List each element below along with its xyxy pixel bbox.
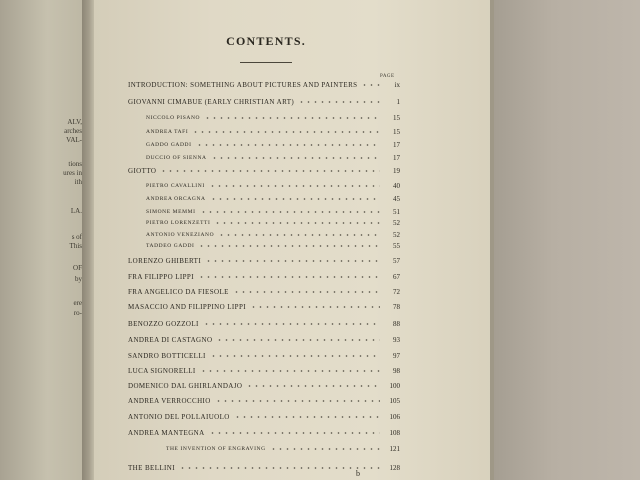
toc-entry-page: 55 bbox=[393, 242, 400, 250]
toc-entry-title: ANDREA MANTEGNA bbox=[128, 429, 205, 437]
toc-entry-title: LORENZO GHIBERTI bbox=[128, 257, 202, 265]
dot-leader bbox=[179, 467, 380, 469]
toc-entry-page: 88 bbox=[393, 320, 400, 328]
dot-leader bbox=[160, 170, 380, 172]
dot-leader bbox=[203, 323, 380, 325]
dot-leader bbox=[210, 355, 380, 357]
toc-entry-title: ANDREA TAFI bbox=[146, 129, 189, 135]
toc-entry-page: 15 bbox=[393, 128, 400, 136]
toc-entry bbox=[146, 241, 400, 251]
dot-leader bbox=[250, 306, 380, 308]
toc-entry-page: 51 bbox=[393, 208, 400, 216]
dot-leader bbox=[200, 211, 380, 213]
dot-leader bbox=[198, 245, 380, 247]
toc-entry-page: 17 bbox=[393, 154, 400, 162]
toc-entry-page: 105 bbox=[389, 397, 400, 405]
dot-leader bbox=[216, 339, 380, 341]
page-column-label: PAGE bbox=[380, 74, 395, 79]
toc-entry-page: ix bbox=[394, 81, 400, 89]
left-page-fragment: LA. bbox=[70, 207, 82, 215]
toc-entry bbox=[128, 335, 400, 345]
toc-entry bbox=[146, 194, 400, 204]
toc-entry bbox=[146, 113, 400, 123]
toc-entry-page: 97 bbox=[393, 352, 400, 360]
toc-entry-page: 128 bbox=[389, 464, 400, 472]
dot-leader bbox=[204, 117, 380, 119]
toc-entry bbox=[128, 319, 400, 329]
toc-entry-page: 106 bbox=[389, 413, 400, 421]
toc-entry-title: PIETRO LORENZETTI bbox=[146, 220, 211, 226]
toc-entry-title: ANDREA VERROCCHIO bbox=[128, 397, 211, 405]
left-page-fragment: OF bbox=[73, 264, 82, 272]
left-page-fragment: tions bbox=[68, 160, 82, 168]
toc-entry bbox=[128, 396, 400, 406]
toc-entry bbox=[146, 207, 400, 217]
toc-entry-title: FRA FILIPPO LIPPI bbox=[128, 273, 194, 281]
toc-entry bbox=[128, 272, 400, 282]
toc-entry-page: 72 bbox=[393, 288, 400, 296]
dot-leader bbox=[214, 222, 380, 224]
toc-entry-page: 52 bbox=[393, 231, 400, 239]
toc-entry-page: 108 bbox=[389, 429, 400, 437]
left-page-fragment: by bbox=[75, 275, 82, 283]
toc-entry bbox=[128, 412, 400, 422]
toc-entry-title: INTRODUCTION: SOMETHING ABOUT PICTURES AND PAINTERS bbox=[128, 81, 358, 89]
toc-entry-page: 17 bbox=[393, 141, 400, 149]
toc-entry bbox=[146, 127, 400, 137]
toc-entry-page: 100 bbox=[389, 382, 400, 390]
dot-leader bbox=[270, 448, 380, 450]
dot-leader bbox=[215, 400, 380, 402]
toc-entry-title: MASACCIO AND FILIPPINO LIPPI bbox=[128, 303, 246, 311]
toc-entry-title: DOMENICO DAL GHIRLANDAJO bbox=[128, 382, 243, 390]
toc-entry-page: 98 bbox=[393, 367, 400, 375]
toc-entry bbox=[128, 351, 400, 361]
toc-entry bbox=[128, 256, 400, 266]
toc-entry-page: 40 bbox=[393, 182, 400, 190]
left-page-fragment: arches bbox=[64, 127, 82, 135]
toc-entry-title: ANTONIO DEL POLLAIUOLO bbox=[128, 413, 230, 421]
toc-entry bbox=[128, 97, 400, 107]
toc-entry bbox=[128, 366, 400, 376]
dot-leader bbox=[298, 101, 380, 103]
toc-entry-page: 57 bbox=[393, 257, 400, 265]
toc-entry-page: 52 bbox=[393, 219, 400, 227]
toc-entry-page: 78 bbox=[393, 303, 400, 311]
toc-entry-title: NICCOLO PISANO bbox=[146, 115, 201, 121]
left-page-fragment: ures in bbox=[63, 169, 82, 177]
toc-entry-page: 15 bbox=[393, 114, 400, 122]
left-page-fragment: This bbox=[69, 242, 82, 250]
toc-entry-page: 19 bbox=[393, 167, 400, 175]
dot-leader bbox=[198, 276, 380, 278]
dot-leader bbox=[192, 131, 380, 133]
toc-entry-page: 93 bbox=[393, 336, 400, 344]
left-page-fragment: s of bbox=[71, 233, 82, 241]
toc-entry-title: PIETRO CAVALLINI bbox=[146, 183, 205, 189]
backdrop bbox=[494, 0, 640, 480]
heading-rule bbox=[240, 62, 292, 63]
toc-entry-title: ANDREA DI CASTAGNO bbox=[128, 336, 213, 344]
toc-entry-page: 67 bbox=[393, 273, 400, 281]
dot-leader bbox=[209, 432, 380, 434]
toc-entry-title: DUCCIO OF SIENNA bbox=[146, 155, 207, 161]
signature-mark: b bbox=[356, 469, 360, 478]
toc-entry bbox=[146, 181, 400, 191]
toc-entry bbox=[146, 140, 400, 150]
dot-leader bbox=[234, 416, 380, 418]
dot-leader bbox=[211, 157, 380, 159]
toc-entry-title: GIOVANNI CIMABUE (EARLY CHRISTIAN ART) bbox=[128, 98, 295, 106]
toc-entry bbox=[128, 302, 400, 312]
toc-entry-title: FRA ANGELICO DA FIESOLE bbox=[128, 288, 229, 296]
toc-entry bbox=[146, 153, 400, 163]
dot-leader bbox=[218, 234, 380, 236]
dot-leader bbox=[209, 185, 380, 187]
toc-entry-title: TADDEO GADDI bbox=[146, 243, 195, 249]
toc-entry bbox=[128, 80, 400, 90]
toc-entry-title: THE BELLINI bbox=[128, 464, 175, 472]
toc-entry bbox=[146, 230, 400, 240]
toc-entry-title: GADDO GADDI bbox=[146, 142, 192, 148]
left-page bbox=[0, 0, 86, 480]
toc-entry-title: LUCA SIGNORELLI bbox=[128, 367, 196, 375]
toc-entry-title: SANDRO BOTTICELLI bbox=[128, 352, 206, 360]
toc-entry-page: 45 bbox=[393, 195, 400, 203]
toc-entry-page: 121 bbox=[389, 445, 400, 453]
toc-entry bbox=[146, 218, 400, 228]
toc-entry-title: SIMONE MEMMI bbox=[146, 209, 196, 215]
toc-entry bbox=[166, 444, 400, 454]
toc-entry bbox=[128, 381, 400, 391]
dot-leader bbox=[246, 385, 380, 387]
toc-entry-title: THE INVENTION OF ENGRAVING bbox=[166, 446, 266, 452]
dot-leader bbox=[196, 144, 380, 146]
left-page-fragment: ro- bbox=[73, 309, 82, 317]
dot-leader bbox=[200, 370, 380, 372]
toc-entry-title: GIOTTO bbox=[128, 167, 157, 175]
dot-leader bbox=[233, 291, 380, 293]
left-page-fragment: VAL- bbox=[66, 136, 82, 144]
toc-entry bbox=[128, 287, 400, 297]
toc-entry-page: 1 bbox=[396, 98, 400, 106]
left-page-fragment: ith bbox=[74, 178, 82, 186]
contents-page bbox=[94, 0, 494, 480]
contents-heading: CONTENTS. bbox=[226, 34, 306, 48]
left-page-fragment: ALV, bbox=[67, 118, 82, 126]
dot-leader bbox=[361, 84, 380, 86]
dot-leader bbox=[205, 260, 380, 262]
toc-entry bbox=[128, 166, 400, 176]
toc-entry bbox=[128, 428, 400, 438]
toc-entry-title: ANTONIO VENEZIANO bbox=[146, 232, 215, 238]
toc-entry-title: BENOZZO GOZZOLI bbox=[128, 320, 199, 328]
toc-entry-title: ANDREA ORCAGNA bbox=[146, 196, 206, 202]
left-page-fragment: ere bbox=[73, 299, 82, 307]
dot-leader bbox=[210, 198, 380, 200]
